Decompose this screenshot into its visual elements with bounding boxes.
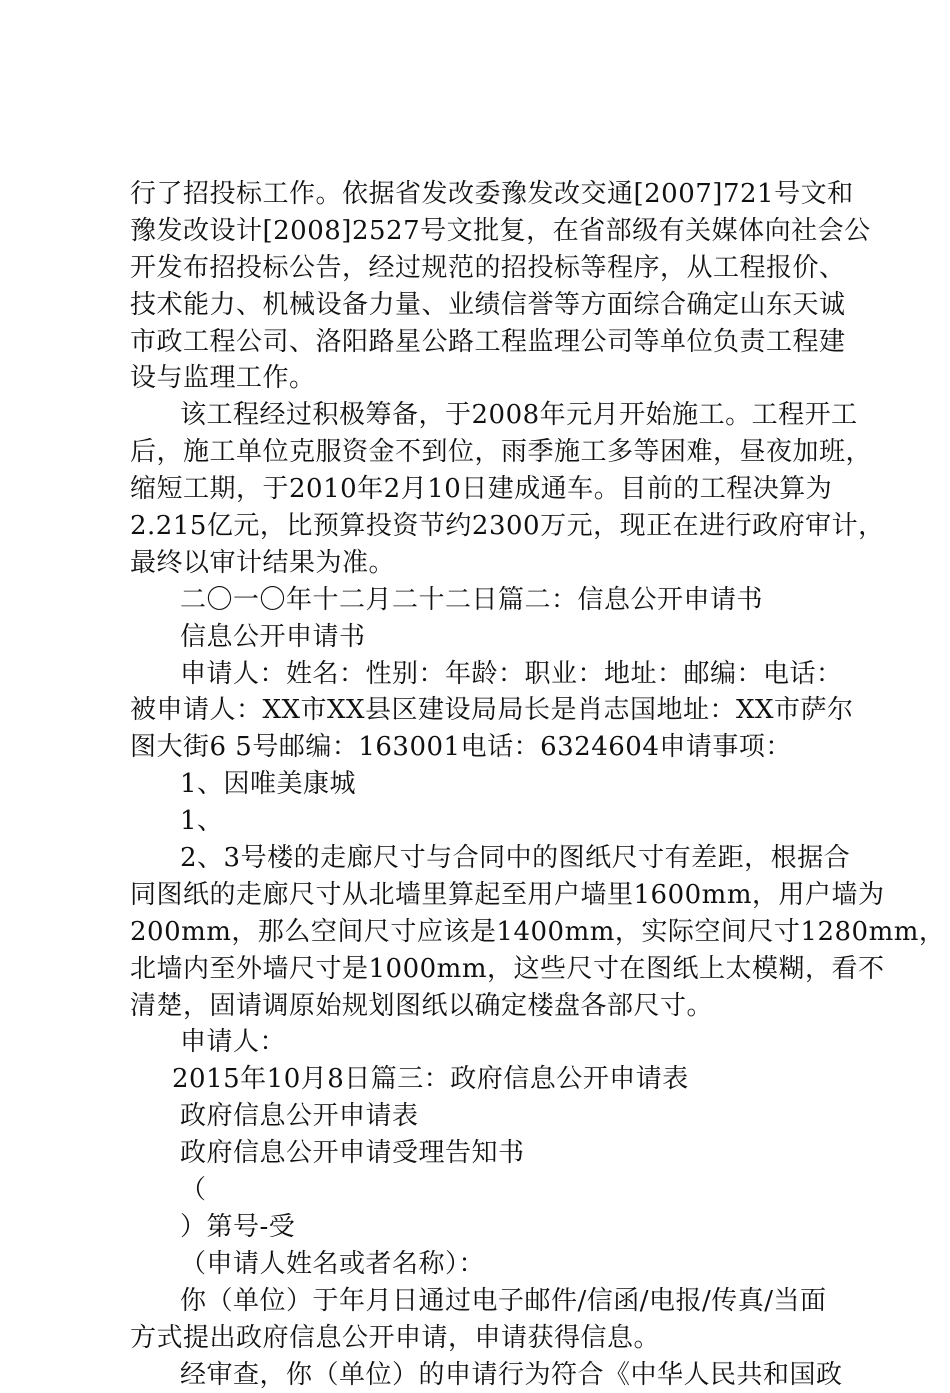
text-line: 开发布招投标公告，经过规范的招投标等程序，从工程报价、	[130, 250, 830, 287]
text-line: 市政工程公司、洛阳路星公路工程监理公司等单位负责工程建	[130, 324, 830, 361]
text-line: 二〇一〇年十二月二十二日篇二：信息公开申请书	[130, 582, 830, 619]
text-line: 行了招投标工作。依据省发改委豫发改交通[2007]721号文和	[130, 176, 830, 213]
document-body	[130, 176, 830, 1393]
text-line: 技术能力、机械设备力量、业绩信誉等方面综合确定山东天诚	[130, 287, 830, 324]
text-line: 后，施工单位克服资金不到位，雨季施工多等困难，昼夜加班，	[130, 434, 830, 471]
text-line: ）第号-受	[130, 1209, 830, 1246]
text-line: 缩短工期，于2010年2月10日建成通车。目前的工程决算为	[130, 471, 830, 508]
text-line: 设与监理工作。	[130, 360, 830, 397]
text-line: 2、3号楼的走廊尺寸与合同中的图纸尺寸有差距，根据合	[130, 840, 830, 877]
text-line: 政府信息公开申请表	[130, 1098, 830, 1135]
text-line: 2015年10月8日篇三：政府信息公开申请表	[130, 1061, 830, 1098]
text-line: 图大街6 5号邮编：163001电话：6324604申请事项：	[130, 729, 830, 766]
text-line: 政府信息公开申请受理告知书	[130, 1135, 830, 1172]
text-line: 最终以审计结果为准。	[130, 545, 830, 582]
text-line: 你（单位）于年月日通过电子邮件/信函/电报/传真/当面	[130, 1283, 830, 1320]
text-line: 信息公开申请书	[130, 619, 830, 656]
text-line: 申请人：	[130, 1024, 830, 1061]
text-line: 被申请人：XX市XX县区建设局局长是肖志国地址：XX市萨尔	[130, 692, 830, 729]
text-line: 申请人：姓名：性别：年龄：职业：地址：邮编：电话：	[130, 656, 830, 693]
text-line: 豫发改设计[2008]2527号文批复，在省部级有关媒体向社会公	[130, 213, 830, 250]
text-line: 1、	[130, 803, 830, 840]
text-line: 2.215亿元，比预算投资节约2300万元，现正在进行政府审计，	[130, 508, 830, 545]
text-line: 1、因唯美康城	[130, 766, 830, 803]
text-line: （申请人姓名或者名称）：	[130, 1246, 830, 1283]
text-line: 清楚，固请调原始规划图纸以确定楼盘各部尺寸。	[130, 988, 830, 1025]
text-line: 经审查，你（单位）的申请行为符合《中华人民共和国政	[130, 1357, 830, 1393]
text-line: 同图纸的走廊尺寸从北墙里算起至用户墙里1600mm，用户墙为	[130, 877, 830, 914]
text-line: 该工程经过积极筹备，于2008年元月开始施工。工程开工	[130, 397, 830, 434]
text-line: 北墙内至外墙尺寸是1000mm，这些尺寸在图纸上太模糊，看不	[130, 951, 830, 988]
text-line: 方式提出政府信息公开申请，申请获得信息。	[130, 1320, 830, 1357]
text-line: 200mm，那么空间尺寸应该是1400mm，实际空间尺寸1280mm，	[130, 914, 830, 951]
text-line: （	[130, 1172, 830, 1209]
